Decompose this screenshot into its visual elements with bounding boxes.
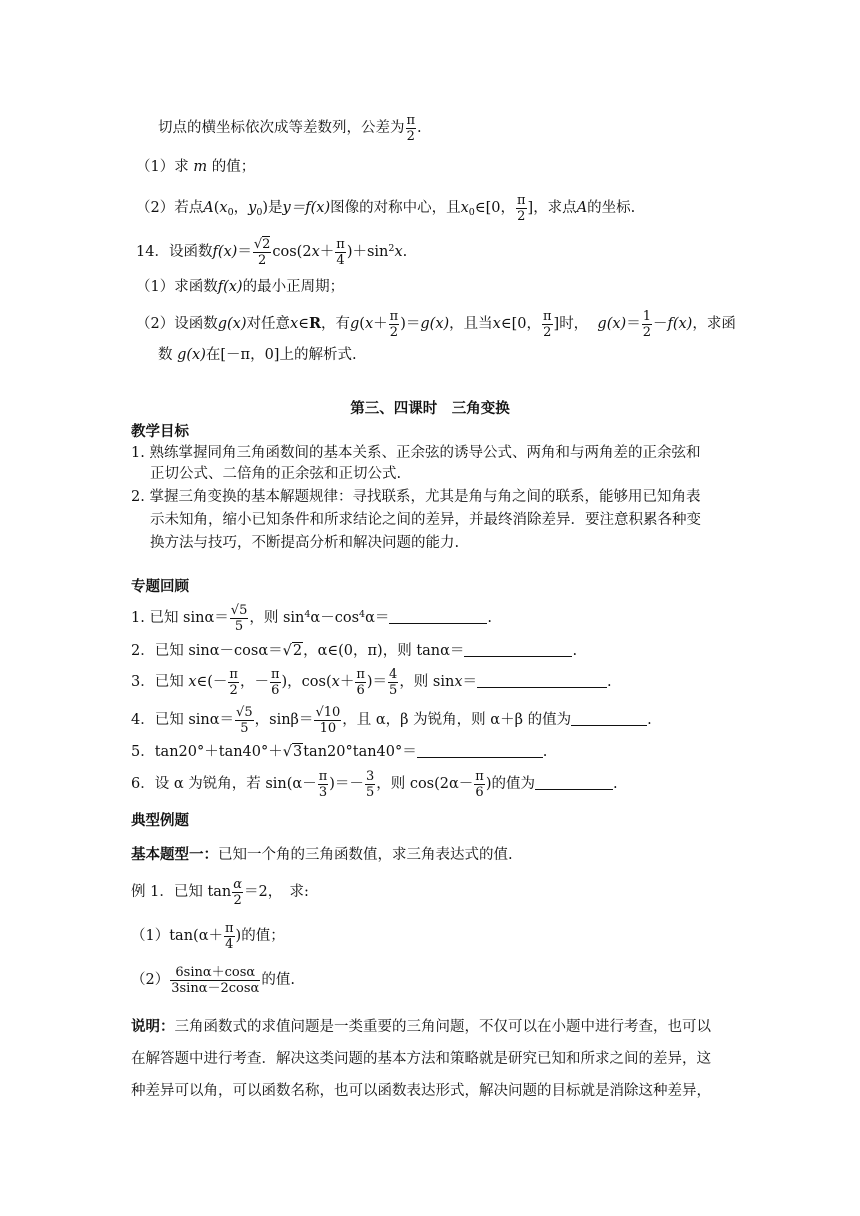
goal-2-line-1: 2. 掌握三角变换的基本解题规律：寻找联系，尤其是角与角之间的联系，能够用已知角表 xyxy=(131,489,701,505)
fraction-sqrt5-over-5: $\frac{√5}{5}$ xyxy=(236,704,253,736)
example-1-q2: （2） $\frac{6\sin\alpha+\cos\alpha}{3\sin\alpha-2\cos\alpha}$ 的值. xyxy=(131,964,295,996)
fraction-sqrt10-over-10: $\frac{√10}{10}$ xyxy=(315,704,341,736)
fraction-sqrt5-over-5: $\frac{√5}{5}$ xyxy=(230,602,248,634)
answer-blank[interactable] xyxy=(464,642,572,657)
fraction-alpha-over-2: $\frac{\alpha}{2}$ xyxy=(233,876,243,908)
fraction-pi-over-4: $\frac{\pi}{4}$ xyxy=(336,236,345,268)
note-line-1: 说明：三角函数式的求值问题是一类重要的三角问题，不仅可以在小题中进行考查，也可以 xyxy=(131,1019,711,1035)
review-item-1: 1. 已知 sinα＝ $\frac{√5}{5}$ ，则 $\sin^4\alpha-\cos^4\alpha=$ . xyxy=(131,602,492,634)
fraction-pi-over-3: $\frac{\pi}{3}$ xyxy=(318,768,328,800)
fraction-4-over-5: $\frac{4}{5}$ xyxy=(389,666,398,698)
note-line-2: 在解答题中进行考查．解决这类问题的基本方法和策略就是研究已知和所求之间的差异，这 xyxy=(131,1051,711,1067)
fraction-expression: $\frac{6\sin\alpha+\cos\alpha}{3\sin\alpha-2\cos\alpha}$ xyxy=(171,964,260,996)
text: 切点的横坐标依次成等差数列，公差为 xyxy=(158,120,405,136)
fraction-pi-over-6: $\frac{\pi}{6}$ xyxy=(270,666,280,698)
review-item-4: 4．已知 sinα＝ $\frac{√5}{5}$ ，sinβ＝ $\frac{√10}{10}$ ，且 α，β 为锐角，则 α＋β 的值为 . xyxy=(131,704,652,736)
examples-heading: 典型例题 xyxy=(131,813,189,829)
fraction-pi-over-2: $\frac{\pi}{2}$ xyxy=(406,112,416,144)
answer-blank[interactable] xyxy=(477,673,607,688)
fraction-pi-over-6: $\frac{\pi}{6}$ xyxy=(475,768,484,800)
fraction-3-over-5: $\frac{3}{5}$ xyxy=(365,768,375,800)
fraction-1-over-2: $\frac{1}{2}$ xyxy=(642,308,651,340)
sqrt-3: √3 xyxy=(282,744,303,760)
goal-2-line-2: 示未知角，缩小已知条件和所求结论之间的差异，并最终消除差异．要注意积累各种变 xyxy=(150,512,701,528)
question-1: （1）求 m 的值； xyxy=(136,159,256,175)
goal-2-line-3: 换方法与技巧，不断提高分析和解决问题的能力. xyxy=(150,535,460,551)
review-item-6: 6．设 α 为锐角，若 sin(α－ $\frac{\pi}{3}$ )＝－ $\frac{3}{5}$ ，则 cos(2α－ $\frac{\pi}{6}$ )的值为 . xyxy=(131,768,618,800)
review-item-2: 2．已知 sinα－cosα＝√2，α∈(0，π)，则 tanα＝ . xyxy=(131,640,577,662)
paragraph-tangent-points: 切点的横坐标依次成等差数列，公差为 $\frac{\pi}{2}$ . xyxy=(158,112,422,144)
fraction-pi-over-4: $\frac{\pi}{4}$ xyxy=(224,920,234,952)
answer-blank[interactable] xyxy=(571,711,647,726)
example-1: 例 1．已知 tan $\frac{\alpha}{2}$ ＝2， 求: xyxy=(131,876,309,908)
problem-14-q2: （2）设函数g(x)对任意x∈R，有g(x＋ $\frac{\pi}{2}$ )＝g(x)，且当x∈[0， $\frac{\pi}{2}$ ]时， g(x)＝ $\frac{1}{2}$ －f(x)，求函 xyxy=(136,308,736,340)
answer-blank[interactable] xyxy=(535,775,613,790)
problem-14-q1: （1）求函数f(x)的最小正周期； xyxy=(136,279,345,295)
problem-14: 14．设函数f(x)＝ $\frac{√2}{2}$ cos(2x＋ $\frac{\pi}{4}$ )$+\sin^2x$. xyxy=(136,236,408,268)
problem-14-q2-cont: 数 g(x)在[－π，0]上的解析式. xyxy=(158,347,357,363)
answer-blank[interactable] xyxy=(389,609,487,624)
review-heading: 专题回顾 xyxy=(131,579,189,595)
goal-1-line-1: 1. 熟练掌握同角三角函数间的基本关系、正余弦的诱导公式、两角和与两角差的正余弦和 xyxy=(131,445,701,461)
fraction-pi-over-2: $\frac{\pi}{2}$ xyxy=(542,308,552,340)
note-line-3: 种差异可以角，可以函数名称，也可以函数表达形式，解决问题的目标就是消除这种差异， xyxy=(131,1083,711,1099)
goal-1-line-2: 正切公式、二倍角的正余弦和正切公式. xyxy=(150,466,402,482)
answer-blank[interactable] xyxy=(417,743,543,758)
review-item-3: 3．已知 x∈(－ $\frac{\pi}{2}$ ，－ $\frac{\pi}{6}$ )，cos(x＋ $\frac{\pi}{6}$ )＝ $\frac{4}{5}$ ，则 sinx＝ . xyxy=(131,666,612,698)
sqrt-2: √2 xyxy=(282,643,303,659)
fraction-pi-over-2: $\frac{\pi}{2}$ xyxy=(229,666,238,698)
fraction-pi-over-6: $\frac{\pi}{6}$ xyxy=(356,666,365,698)
goals-heading: 教学目标 xyxy=(131,424,189,440)
fraction-sqrt2-over-2: $\frac{√2}{2}$ xyxy=(253,236,271,268)
fraction-pi-over-2: $\frac{\pi}{2}$ xyxy=(389,308,399,340)
question-2: （2）若点$A(x_0$，$y_0$)是y＝f(x)图像的对称中心，且$x_0\in[0$， $\frac{\pi}{2}$ ]，求点A的坐标. xyxy=(136,192,636,224)
example-1-q1: （1）tan(α＋ $\frac{\pi}{4}$ )的值； xyxy=(131,920,285,952)
review-item-5: 5．tan20°＋tan40°＋√3tan20°tan40°＝ . xyxy=(131,741,547,763)
fraction-pi-over-2: $\frac{\pi}{2}$ xyxy=(516,192,526,224)
section-title: 第三、四课时 三角变换 xyxy=(350,401,510,417)
type-1: 基本题型一：已知一个角的三角函数值，求三角表达式的值. xyxy=(131,847,513,863)
